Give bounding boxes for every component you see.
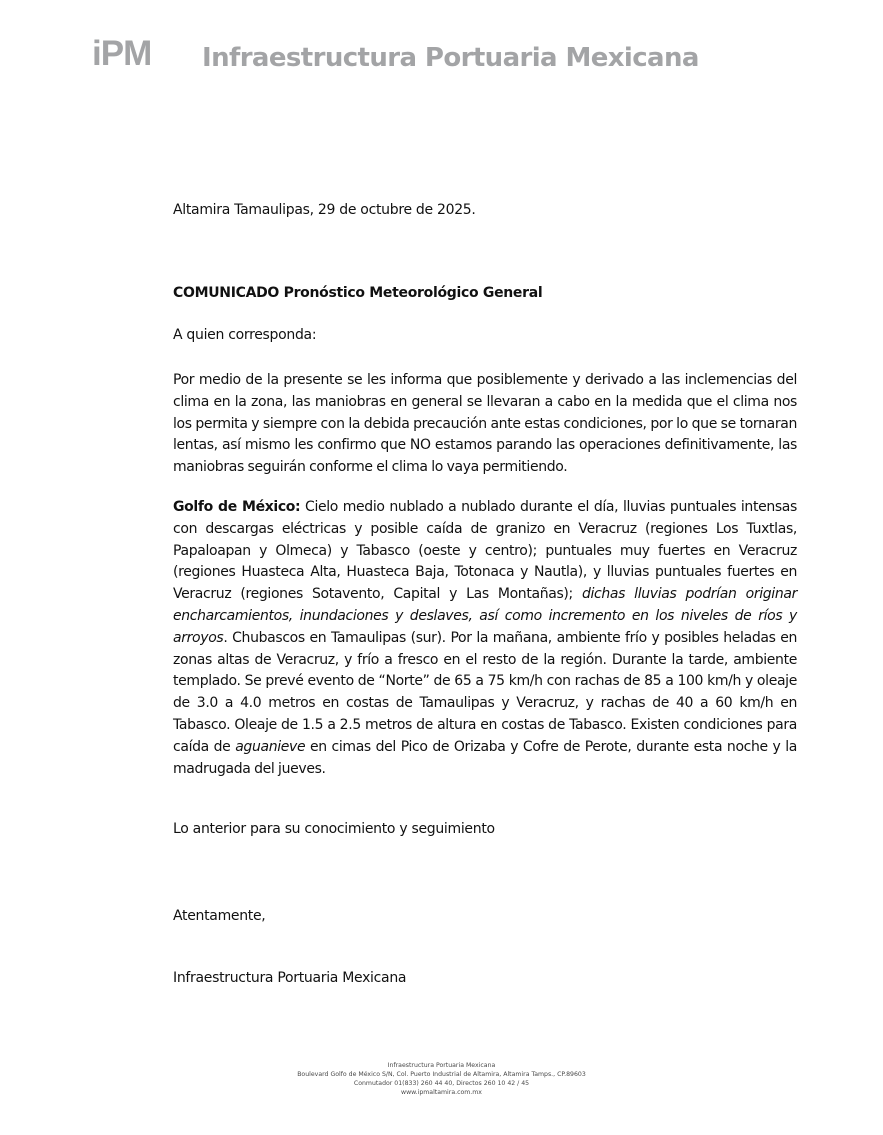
organization-title: Infraestructura Portuaria Mexicana — [202, 43, 699, 73]
region-label: Golfo de México: — [173, 499, 301, 515]
forecast-text-part1: Cielo medio nublado a nublado durante el día, lluvias puntuales intensas con descargas eléctricas y posible caída de granizo en Veracruz (regiones Los Tuxtlas, Papaloapan y Olmeca) y Tabasco (oeste y centro); puntuales muy fuertes en Veracruz (regiones Huasteca Alta, Huasteca Baja, Totonaca y Nautla), y lluvias puntuales fuertes en Veracruz (regiones Sotavento, Capital y Las Montañas); — [173, 499, 797, 603]
regards: Atentamente, — [173, 908, 266, 924]
date-line: Altamira Tamaulipas, 29 de octubre de 2025. — [173, 202, 476, 218]
footer-phone: Conmutador 01(833) 260 44 40, Directos 260 10 42 / 45 — [353, 1080, 530, 1087]
letterhead — [92, 36, 792, 76]
intro-paragraph: Por medio de la presente se les informa que posiblemente y derivado a las inclemencias del clima en la zona, las maniobras en general se llevaran a cabo en la medida que el clima nos los permita y siempre con la debida precaución ante estas condiciones, por lo que se tornaran lentas, así mismo les confirmo que NO estamos parando las operaciones definitivamente, las maniobras seguirán conforme el clima lo vaya permitiendo. — [173, 372, 797, 476]
footer — [0, 1061, 883, 1097]
forecast-paragraph — [173, 497, 797, 780]
greeting: A quien corresponda: — [173, 327, 317, 343]
footer-organization: Infraestructura Portuaria Mexicana — [387, 1062, 496, 1069]
forecast-italic-aguanieve: aguanieve — [235, 738, 306, 755]
forecast-text-part3: en cimas del Pico de Orizaba y Cofre de Perote, durante esta noche y la madrugada del jueves. — [173, 738, 797, 777]
subject-heading: COMUNICADO Pronóstico Meteorológico General — [173, 285, 543, 301]
ipm-logo: iPM — [92, 34, 152, 73]
forecast-text-part2: . Chubascos en Tamaulipas (sur). Por la mañana, ambiente frío y posibles heladas en zonas altas de Veracruz, y frío a fresco en el resto de la región. Durante la tarde, ambiente templado. Se prevé evento de “Norte” de 65 a 75 km/h con rachas de 85 a 100 km/h y oleaje de 3.0 a 4.0 metros en costas de Tamaulipas y Veracruz, y rachas de 40 a 60 km/h en Tabasco. Oleaje de 1.5 a 2.5 metros de altura en costas de Tabasco. Existen condiciones para caída de — [173, 629, 797, 755]
signature: Infraestructura Portuaria Mexicana — [173, 970, 407, 986]
forecast-italic-warning: dichas lluvias podrían originar encharcamientos, inundaciones y deslaves, así como incremento en los niveles de ríos y arroyos — [173, 586, 797, 646]
closing-line: Lo anterior para su conocimiento y seguimiento — [173, 821, 495, 837]
footer-address: Boulevard Golfo de México S/N, Col. Puerto Industrial de Altamira, Altamira Tamps., CP.89603 — [297, 1071, 586, 1078]
footer-website: www.ipmaltamira.com.mx — [401, 1089, 482, 1096]
